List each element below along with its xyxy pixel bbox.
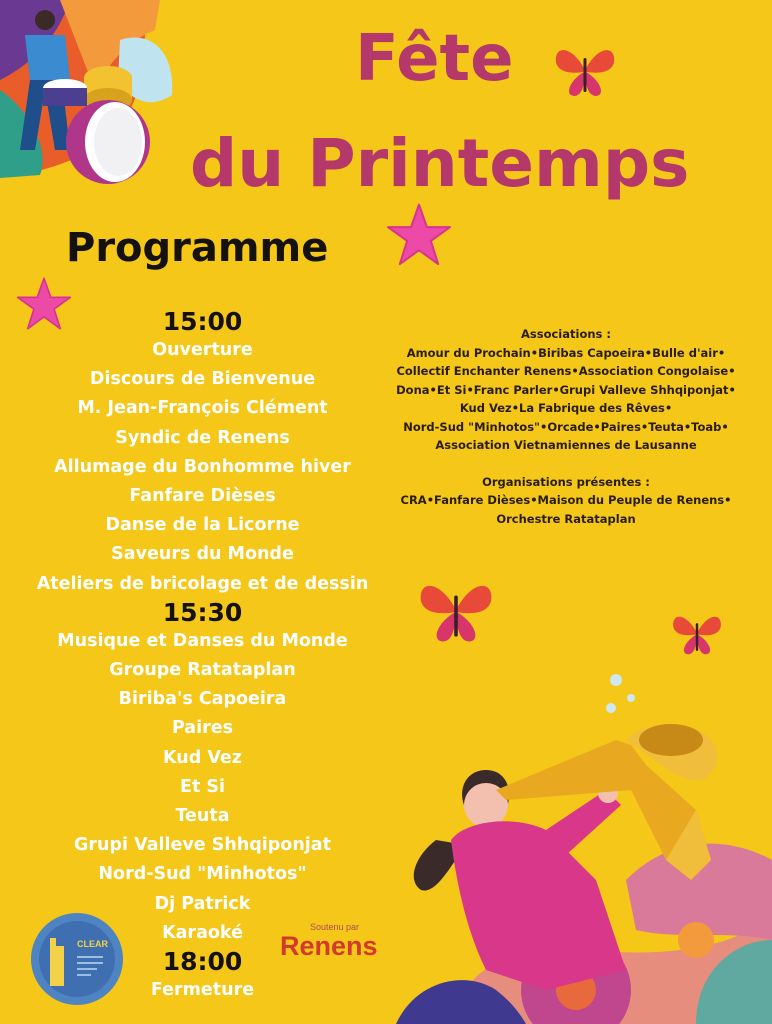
- schedule-item: Ouverture: [152, 340, 253, 360]
- schedule-item: Allumage du Bonhomme hiver: [54, 456, 351, 477]
- schedule-item: Teuta: [175, 806, 230, 827]
- clear-logo-text: CLEAR: [77, 939, 108, 949]
- butterfly-icon: [552, 40, 618, 100]
- schedule-item: Paires: [171, 718, 234, 739]
- associations-list: [385, 325, 747, 528]
- schedule-block: [15, 599, 390, 948]
- association-line: Dona•Et Si•Franc Parler•Grupi Valleve Shhqiponjat•: [396, 382, 736, 397]
- schedule-item: Kud Vez: [163, 747, 242, 768]
- schedule-item: Discours de Bienvenue: [89, 369, 316, 390]
- association-line: Collectif Enchanter Renens•Association Congolaise•: [396, 364, 736, 378]
- schedule-item: Grupi Valleve Shhqiponjat: [74, 835, 331, 856]
- schedule-item: Fanfare Dièses: [129, 486, 276, 507]
- schedule-time: 18:00: [162, 947, 243, 977]
- schedule-item: Groupe Ratataplan: [109, 660, 296, 681]
- butterfly-icon: [416, 570, 496, 650]
- schedule: [15, 308, 390, 1005]
- schedule-block: [15, 308, 390, 599]
- schedule-time: 15:00: [162, 307, 243, 336]
- schedule-time: 15:30: [162, 597, 243, 627]
- schedule-item: Biriba's Capoeira: [118, 689, 287, 710]
- title-line-2: du Printemps: [190, 125, 690, 202]
- schedule-item: Karaoké: [162, 922, 243, 943]
- schedule-item: Nord-Sud "Minhotos": [98, 864, 307, 885]
- renens-support-text: Soutenu par: [310, 922, 360, 932]
- programme-heading: Programme: [66, 225, 329, 271]
- saxophone-player-illustration: [396, 640, 772, 1024]
- star-icon: [386, 202, 452, 268]
- schedule-item: Musique et Danses du Monde: [57, 630, 348, 651]
- organisation-line: CRA•Fanfare Dièses•Maison du Peuple de Renens•: [400, 493, 732, 507]
- association-line: Amour du Prochain•Biribas Capoeira•Bulle d'air•: [406, 345, 726, 360]
- association-line: Association Vietnamiennes de Lausanne: [435, 438, 697, 452]
- associations-heading: Associations :: [521, 327, 611, 341]
- schedule-item: Danse de la Licorne: [105, 515, 300, 536]
- schedule-item: M. Jean-François Clément: [77, 398, 328, 419]
- schedule-item: Syndic de Renens: [115, 427, 290, 448]
- clear-logo: [30, 912, 124, 1006]
- renens-logo: [280, 922, 410, 960]
- schedule-item: Dj Patrick: [154, 893, 251, 914]
- drummer-illustration: [0, 0, 180, 195]
- title-line-1: Fête: [355, 22, 514, 96]
- schedule-item: Fermeture: [150, 980, 255, 1001]
- renens-name: Renens: [280, 931, 378, 961]
- schedule-item: Ateliers de bricolage et de dessin: [36, 573, 369, 594]
- schedule-item: Et Si: [179, 776, 225, 797]
- organisations-heading: Organisations présentes :: [482, 474, 650, 489]
- organisation-line: Orchestre Ratataplan: [496, 511, 636, 526]
- schedule-item: Saveurs du Monde: [111, 544, 294, 565]
- association-line: Nord-Sud "Minhotos"•Orcade•Paires•Teuta•Toab•: [403, 419, 729, 434]
- association-line: Kud Vez•La Fabrique des Rêves•: [459, 401, 673, 415]
- spacer: [385, 455, 747, 473]
